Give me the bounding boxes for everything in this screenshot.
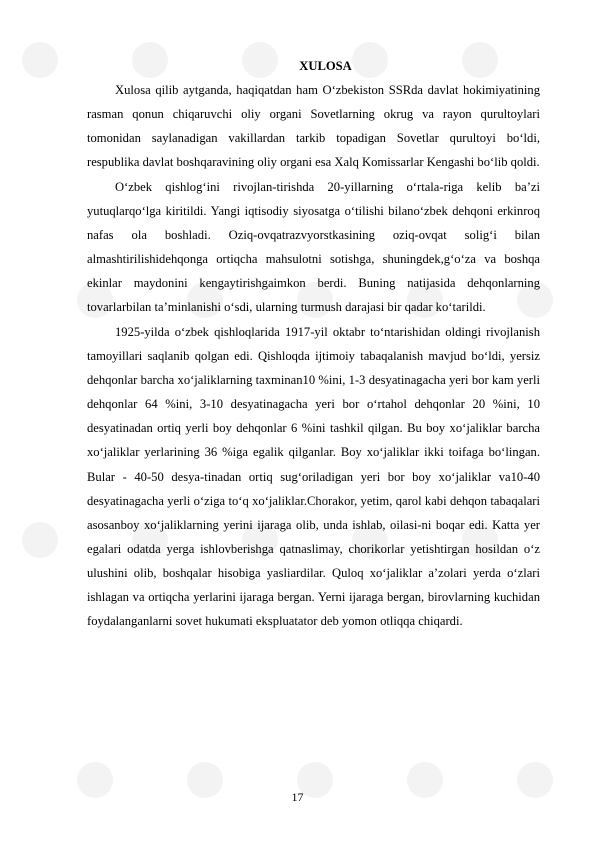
- page-number: 17: [291, 790, 304, 804]
- paragraph-2: O‘zbek qishlog‘ini rivojlan-tirishda 20-yillarning o‘rtala-riga kelib ba’zi yutuqlarqo‘lga kiritildi. Yangi iqtisodiy siyosatga o‘tilishi bilano‘zbek dehqoni erkinroq nafas ola boshladi. Oziq-ovqatrazvyorstkasining oziq-ovqat solig‘i bilan almashtirilishidehqonga ortiqcha mahsulotni sotishga, shuningdek,g‘o‘za va boshqa ekinlar maydonini kengaytirishgaimkon berdi. Buning natijasida dehqonlarning tovarlarbilan ta’minlanishi o‘sdi, ularning turmush darajasi bir qadar ko‘tarildi.: [87, 179, 540, 315]
- document-body: [87, 54, 540, 634]
- document-title: XULOSA: [299, 59, 352, 73]
- paragraph-3: 1925-yilda o‘zbek qishloqlarida 1917-yil oktabr to‘ntarishidan oldingi rivojlanish tamoyillari saqlanib qolgan edi. Qishloqda ijtimoiy tabaqalanish mavjud bo‘ldi, yersiz dehqonlar barcha xo‘jaliklarning taxminan10 %ini, 1-3 desyatinagacha yeri bor kam yerli dehqonlar 64 %ini, 3-10 desyatinagacha yeri bor o‘rtahol dehqonlar 20 %ini, 10 desyatinadan ortiq yerli boy dehqonlar 6 %ini tashkil qilgan. Bu boy xo‘jaliklar barcha xo‘jaliklar yerlarining 36 %iga egalik qilganlar. Boy xo‘jaliklar ikki toifaga bo‘lingan. Bular - 40-50 desya-tinadan ortiq sug‘oriladigan yeri bor boy xo‘jaliklar va10-40 desyatinagacha yerli o‘ziga to‘q xo‘jaliklar.Chorakor, yetim, qarol kabi dehqon tabaqalari asosanboy xo‘jaliklarning yerini ijaraga olib, unda ishlab, oilasi-ni boqar edi. Katta yer egalari odatda yerga ishlovberishga qatnaslimay, chorikorlar yetishtirgan hosildan o‘z ulushini olib, boshqalar hisobiga yasliardilar. Quloq xo‘jaliklar a’zolari yerda o‘zlari ishlagan va ortiqcha yerlarini ijaraga bergan. Yerni ijaraga bergan, birovlarning kuchidan foydalanganlarni sovet hukumati ekspluatator deb yomon otliqqa chiqardi.: [87, 324, 540, 629]
- paragraph-1: Xulosa qilib aytganda, haqiqatdan ham O‘zbekiston SSRda davlat hokimiyatining rasman qonun chiqaruvchi oliy organi Sovetlarning okrug va rayon qurultoylari tomonidan saylanadigan vakillardan tarkib topadigan Sovetlar qurultoyi bo‘ldi, respublika davlat boshqaravining oliy organi esa Xalq Komissarlar Kengashi bo‘lib qoldi.: [87, 83, 540, 170]
